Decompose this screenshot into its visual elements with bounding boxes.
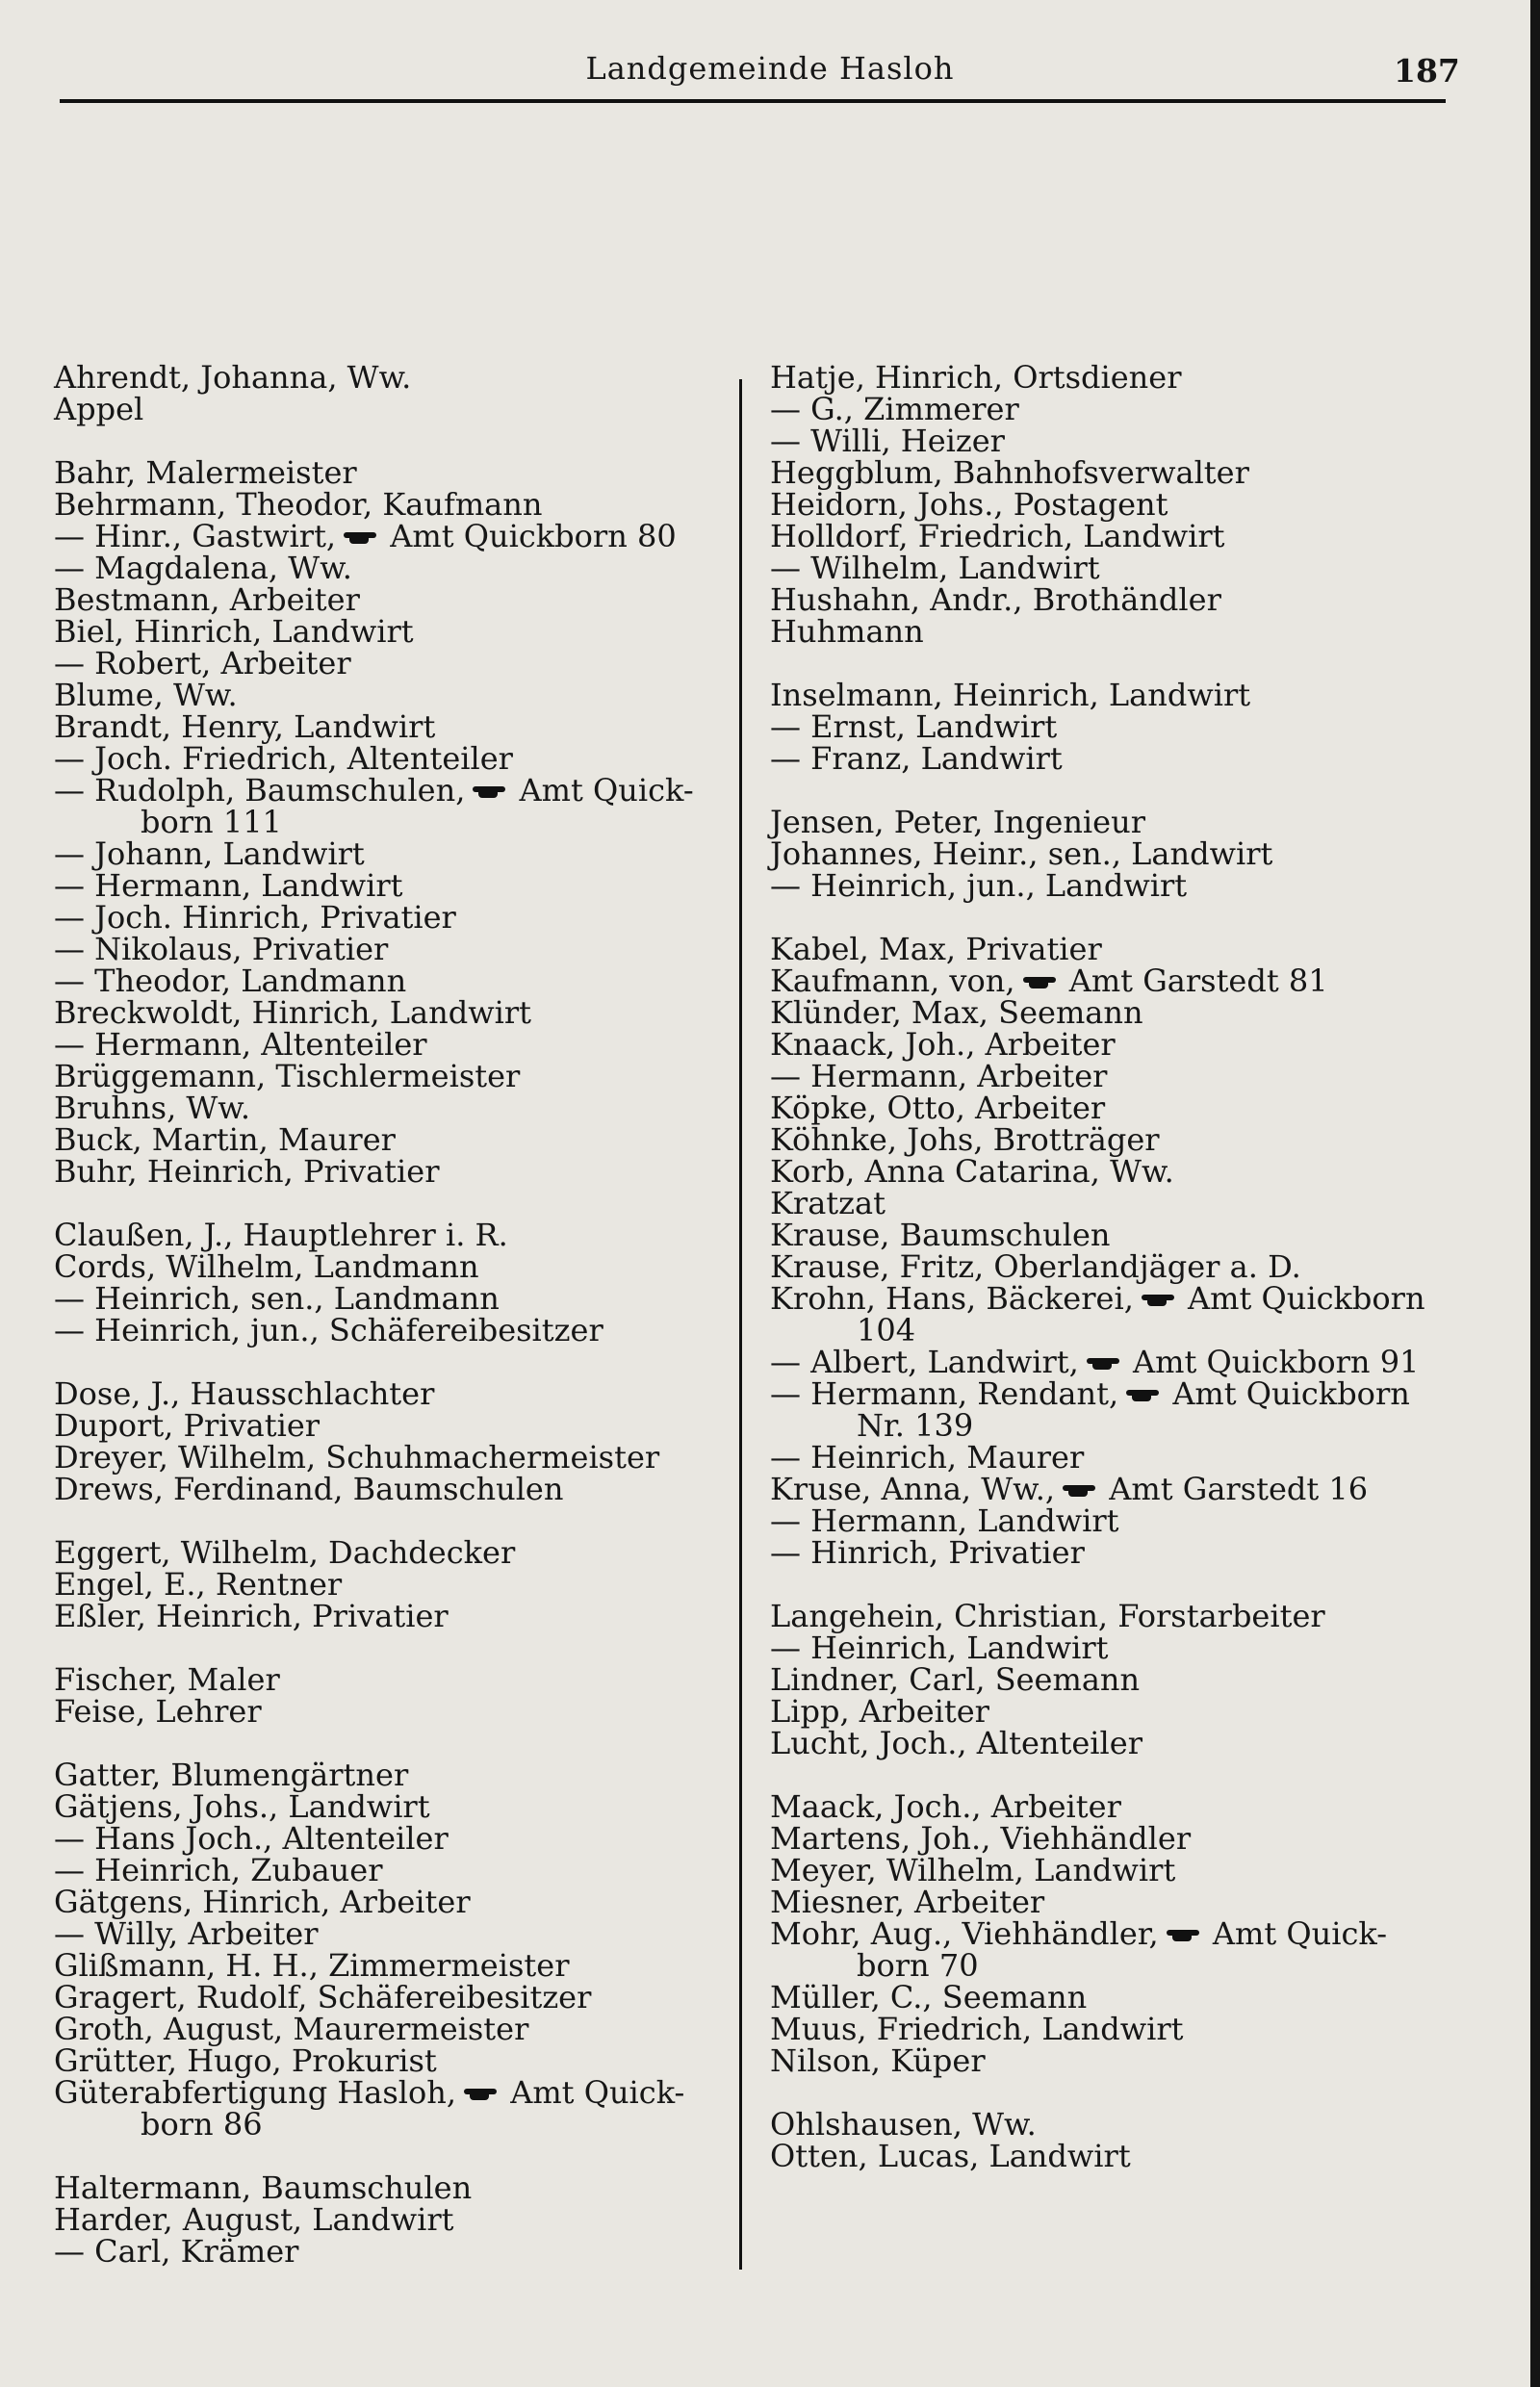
entry-text: Bestmann, Arbeiter bbox=[54, 581, 360, 618]
directory-entry bbox=[54, 1947, 728, 1984]
telephone-icon bbox=[473, 784, 505, 798]
entry-text: Korb, Anna Catarina, Ww. bbox=[770, 1153, 1174, 1190]
telephone-icon bbox=[1126, 1388, 1159, 1401]
directory-entry bbox=[770, 677, 1444, 713]
directory-entry bbox=[54, 1886, 728, 1918]
entry-text: — Heinrich, Maurer bbox=[770, 1439, 1085, 1476]
entry-text: Hushahn, Andr., Brothändler bbox=[770, 581, 1221, 618]
column-divider bbox=[739, 379, 742, 2270]
entry-continuation bbox=[54, 804, 728, 840]
directory-entry bbox=[54, 2011, 728, 2047]
directory-entry bbox=[54, 1979, 728, 2015]
entry-text: Claußen, J., Hauptlehrer i. R. bbox=[54, 1217, 508, 1253]
entry-text: — Heinrich, Landwirt bbox=[770, 1630, 1109, 1666]
directory-entry bbox=[770, 1058, 1444, 1094]
entry-text: — Hans Joch., Altenteiler bbox=[54, 1820, 449, 1857]
entry-text: — Hermann, Landwirt bbox=[54, 867, 403, 904]
entry-text: Ohlshausen, Ww. bbox=[770, 2106, 1037, 2143]
directory-entry bbox=[770, 867, 1444, 904]
directory-entry bbox=[54, 1280, 728, 1317]
section-gap bbox=[54, 1505, 728, 1537]
entry-text: — Hinr., Gastwirt, bbox=[54, 518, 337, 554]
directory-entry bbox=[54, 1915, 728, 1952]
directory-entry bbox=[770, 2011, 1444, 2047]
entry-text: Buhr, Heinrich, Privatier bbox=[54, 1153, 440, 1190]
directory-entry bbox=[54, 835, 728, 872]
entry-text: — G., Zimmerer bbox=[770, 391, 1019, 427]
entry-text: Knaack, Joh., Arbeiter bbox=[770, 1026, 1116, 1063]
directory-entry bbox=[54, 931, 728, 967]
entry-text: — Joch. Friedrich, Altenteiler bbox=[54, 740, 513, 777]
entry-text: Behrmann, Theodor, Kaufmann bbox=[54, 486, 543, 523]
telephone-exchange: Amt Quickborn bbox=[1163, 1375, 1410, 1412]
directory-entry bbox=[770, 740, 1444, 777]
entry-text: — Ernst, Landwirt bbox=[770, 708, 1058, 745]
entry-text: Groth, August, Maurermeister bbox=[54, 2011, 529, 2047]
entry-text: — Rudolph, Baumschulen, bbox=[54, 772, 466, 808]
entry-text: Grütter, Hugo, Prokurist bbox=[54, 2042, 437, 2079]
directory-entry bbox=[770, 1471, 1444, 1507]
directory-entry bbox=[770, 1886, 1444, 1918]
entry-text: Miesner, Arbeiter bbox=[770, 1884, 1045, 1920]
directory-entry bbox=[770, 1219, 1444, 1251]
entry-text: — Joch. Hinrich, Privatier bbox=[54, 899, 456, 936]
directory-entry bbox=[54, 1534, 728, 1571]
entry-text: Gatter, Blumengärtner bbox=[54, 1757, 409, 1793]
directory-entry bbox=[770, 486, 1444, 523]
directory-entry bbox=[770, 391, 1444, 427]
directory-entry bbox=[770, 1344, 1444, 1380]
directory-entry bbox=[54, 2042, 728, 2079]
section-gap bbox=[54, 1728, 728, 1759]
directory-entry bbox=[770, 1598, 1444, 1634]
entry-text: — Nikolaus, Privatier bbox=[54, 931, 389, 967]
entry-text: Langehein, Christian, Forstarbeiter bbox=[770, 1598, 1325, 1634]
directory-entry bbox=[54, 1566, 728, 1603]
entry-text: Appel bbox=[54, 391, 144, 427]
section-gap bbox=[54, 425, 728, 457]
directory-entry bbox=[54, 1471, 728, 1507]
entry-text: Inselmann, Heinrich, Landwirt bbox=[770, 677, 1251, 713]
telephone-exchange: Amt Quick- bbox=[500, 2074, 685, 2111]
entry-text: — Robert, Arbeiter bbox=[54, 645, 351, 681]
directory-entry bbox=[770, 708, 1444, 745]
entry-text: Brandt, Henry, Landwirt bbox=[54, 708, 436, 745]
directory-entry bbox=[54, 1153, 728, 1190]
directory-entry bbox=[770, 425, 1444, 457]
directory-entry bbox=[770, 1979, 1444, 2015]
section-gap bbox=[770, 1759, 1444, 1791]
directory-entry bbox=[54, 2201, 728, 2238]
entry-text: Lucht, Joch., Altenteiler bbox=[770, 1725, 1142, 1761]
entry-text: Nilson, Küper bbox=[770, 2042, 986, 2079]
telephone-exchange: Amt Quickborn 80 bbox=[380, 518, 677, 554]
directory-entry bbox=[770, 581, 1444, 618]
entry-text: — Hermann, Rendant, bbox=[770, 1375, 1119, 1412]
directory-entry bbox=[770, 1502, 1444, 1539]
entry-text: — Hermann, Altenteiler bbox=[54, 1026, 427, 1063]
entry-text: Mohr, Aug., Viehhändler, bbox=[770, 1915, 1159, 1952]
directory-entry bbox=[54, 552, 728, 584]
directory-entry bbox=[54, 708, 728, 745]
entry-text: Gragert, Rudolf, Schäfereibesitzer bbox=[54, 1979, 592, 2015]
entry-text: Glißmann, H. H., Zimmermeister bbox=[54, 1947, 570, 1984]
entry-text: Heidorn, Johs., Postagent bbox=[770, 486, 1168, 523]
entry-text: Eßler, Heinrich, Privatier bbox=[54, 1598, 449, 1634]
entry-text: Köpke, Otto, Arbeiter bbox=[770, 1090, 1106, 1126]
directory-entry bbox=[770, 1852, 1444, 1888]
telephone-icon bbox=[1167, 1928, 1199, 1941]
directory-entry bbox=[54, 2233, 728, 2270]
directory-entry bbox=[54, 867, 728, 904]
directory-entry bbox=[54, 2169, 728, 2206]
directory-entry bbox=[54, 1661, 728, 1698]
directory-entry bbox=[54, 581, 728, 618]
directory-entry bbox=[54, 772, 728, 808]
telephone-exchange: Amt Quick- bbox=[509, 772, 694, 808]
directory-entry bbox=[54, 1598, 728, 1634]
directory-entry bbox=[770, 552, 1444, 584]
entry-text: Maack, Joch., Arbeiter bbox=[770, 1788, 1121, 1825]
directory-entry bbox=[770, 835, 1444, 872]
directory-entry bbox=[54, 740, 728, 777]
header-rule bbox=[60, 99, 1446, 103]
directory-entry bbox=[770, 1915, 1444, 1952]
entry-text: — Heinrich, jun., Landwirt bbox=[770, 867, 1188, 904]
entry-text: 104 bbox=[857, 1312, 916, 1348]
entry-continuation bbox=[770, 1312, 1444, 1348]
directory-entry bbox=[54, 518, 728, 554]
telephone-exchange: Amt Quickborn bbox=[1177, 1280, 1425, 1317]
entry-text: — Wilhelm, Landwirt bbox=[770, 550, 1100, 586]
entry-text: Lipp, Arbeiter bbox=[770, 1693, 989, 1730]
section-gap bbox=[54, 1632, 728, 1664]
entry-text: Harder, August, Landwirt bbox=[54, 2201, 454, 2238]
directory-entry bbox=[54, 1058, 728, 1094]
directory-entry bbox=[54, 486, 728, 523]
directory-entry bbox=[54, 1407, 728, 1444]
entry-text: Klünder, Max, Seemann bbox=[770, 994, 1143, 1031]
directory-entry bbox=[770, 613, 1444, 650]
entry-continuation bbox=[770, 1947, 1444, 1984]
directory-entry bbox=[54, 1759, 728, 1791]
entry-text: Kabel, Max, Privatier bbox=[770, 931, 1102, 967]
entry-text: Kratzat bbox=[770, 1185, 886, 1221]
directory-entry bbox=[54, 962, 728, 999]
entry-text: Eggert, Wilhelm, Dachdecker bbox=[54, 1534, 516, 1571]
section-gap bbox=[770, 1569, 1444, 1601]
entry-text: Lindner, Carl, Seemann bbox=[770, 1661, 1141, 1698]
directory-entry bbox=[770, 1092, 1444, 1124]
directory-entry bbox=[770, 994, 1444, 1031]
left-column bbox=[54, 359, 728, 2270]
telephone-icon bbox=[1063, 1483, 1095, 1497]
entry-text: Dose, J., Hausschlachter bbox=[54, 1375, 435, 1412]
section-gap bbox=[54, 1188, 728, 1219]
entry-text: born 111 bbox=[141, 804, 282, 840]
directory-entry bbox=[770, 1788, 1444, 1825]
directory-entry bbox=[54, 1820, 728, 1857]
directory-entry bbox=[770, 1153, 1444, 1190]
directory-entry bbox=[770, 931, 1444, 967]
entry-text: Hatje, Hinrich, Ortsdiener bbox=[770, 359, 1182, 396]
section-gap bbox=[54, 1347, 728, 1378]
entry-text: Dreyer, Wilhelm, Schuhmachermeister bbox=[54, 1439, 660, 1476]
section-gap bbox=[770, 902, 1444, 934]
entry-text: Engel, E., Rentner bbox=[54, 1566, 343, 1603]
directory-entry bbox=[54, 1312, 728, 1348]
directory-entry bbox=[770, 1280, 1444, 1317]
entry-text: Blume, Ww. bbox=[54, 677, 238, 713]
entry-text: Ahrendt, Johanna, Ww. bbox=[54, 359, 412, 396]
directory-entry bbox=[770, 1375, 1444, 1412]
directory-entry bbox=[770, 1725, 1444, 1761]
entry-text: — Willy, Arbeiter bbox=[54, 1915, 319, 1952]
directory-entry bbox=[54, 391, 728, 427]
entry-continuation bbox=[54, 2106, 728, 2143]
entry-text: Otten, Lucas, Landwirt bbox=[770, 2138, 1131, 2174]
directory-entry bbox=[54, 1852, 728, 1888]
entry-text: Kaufmann, von, bbox=[770, 962, 1015, 999]
entry-text: Gätgens, Hinrich, Arbeiter bbox=[54, 1884, 471, 1920]
directory-entry bbox=[54, 1121, 728, 1158]
entry-text: Martens, Joh., Viehhändler bbox=[770, 1820, 1192, 1857]
directory-entry bbox=[770, 2138, 1444, 2174]
directory-entry bbox=[54, 454, 728, 491]
entry-text: — Willi, Heizer bbox=[770, 423, 1005, 459]
telephone-icon bbox=[464, 2087, 497, 2100]
directory-entry bbox=[54, 1375, 728, 1412]
entry-text: Fischer, Maler bbox=[54, 1661, 280, 1698]
entry-text: Breckwoldt, Hinrich, Landwirt bbox=[54, 994, 531, 1031]
entry-text: Gätjens, Johs., Landwirt bbox=[54, 1788, 430, 1825]
telephone-exchange: Amt Garstedt 16 bbox=[1099, 1471, 1369, 1507]
entry-text: Muus, Friedrich, Landwirt bbox=[770, 2011, 1184, 2047]
directory-entry bbox=[54, 1248, 728, 1285]
directory-entry bbox=[770, 1439, 1444, 1476]
entry-text: Bahr, Malermeister bbox=[54, 454, 357, 491]
directory-entry bbox=[770, 1121, 1444, 1158]
directory-entry bbox=[770, 2042, 1444, 2079]
entry-text: Cords, Wilhelm, Landmann bbox=[54, 1248, 479, 1285]
page-title: Landgemeinde Hasloh bbox=[585, 50, 955, 87]
directory-entry bbox=[770, 2106, 1444, 2143]
entry-text: Krause, Fritz, Oberlandjäger a. D. bbox=[770, 1248, 1301, 1285]
section-gap bbox=[770, 648, 1444, 680]
directory-entry bbox=[54, 2074, 728, 2111]
entry-text: — Albert, Landwirt, bbox=[770, 1344, 1079, 1380]
entry-text: — Heinrich, Zubauer bbox=[54, 1852, 383, 1888]
directory-entry bbox=[770, 454, 1444, 491]
entry-text: Feise, Lehrer bbox=[54, 1693, 262, 1730]
entry-text: — Hermann, Arbeiter bbox=[770, 1058, 1108, 1094]
entry-text: Heggblum, Bahnhofsverwalter bbox=[770, 454, 1249, 491]
entry-text: Buck, Martin, Maurer bbox=[54, 1121, 396, 1158]
telephone-icon bbox=[344, 530, 376, 544]
directory-entry bbox=[770, 1026, 1444, 1063]
entry-text: — Carl, Krämer bbox=[54, 2233, 299, 2270]
entry-text: Biel, Hinrich, Landwirt bbox=[54, 613, 414, 650]
directory-entry bbox=[54, 677, 728, 713]
directory-entry bbox=[770, 1820, 1444, 1857]
entry-text: Bruhns, Ww. bbox=[54, 1090, 251, 1126]
directory-entry bbox=[54, 1026, 728, 1063]
telephone-exchange: Amt Garstedt 81 bbox=[1059, 962, 1328, 999]
entry-continuation bbox=[770, 1407, 1444, 1444]
entry-text: — Hermann, Landwirt bbox=[770, 1502, 1119, 1539]
entry-text: — Hinrich, Privatier bbox=[770, 1534, 1085, 1571]
directory-entry bbox=[54, 1439, 728, 1476]
page-number: 187 bbox=[1394, 52, 1460, 90]
entry-text: Drews, Ferdinand, Baumschulen bbox=[54, 1471, 564, 1507]
entry-text: Haltermann, Baumschulen bbox=[54, 2169, 473, 2206]
directory-entry bbox=[770, 804, 1444, 840]
directory-entry bbox=[770, 1632, 1444, 1664]
entry-text: — Heinrich, sen., Landmann bbox=[54, 1280, 500, 1317]
entry-text: Brüggemann, Tischlermeister bbox=[54, 1058, 521, 1094]
directory-entry bbox=[54, 1219, 728, 1251]
directory-entry bbox=[770, 1185, 1444, 1221]
entry-text: Holldorf, Friedrich, Landwirt bbox=[770, 518, 1225, 554]
section-gap bbox=[54, 2141, 728, 2172]
directory-entry bbox=[54, 899, 728, 936]
entry-text: Krause, Baumschulen bbox=[770, 1217, 1111, 1253]
entry-text: Jensen, Peter, Ingenieur bbox=[770, 804, 1145, 840]
entry-text: Huhmann bbox=[770, 613, 924, 650]
telephone-icon bbox=[1087, 1356, 1119, 1370]
directory-entry bbox=[54, 1693, 728, 1730]
directory-entry bbox=[770, 1661, 1444, 1698]
section-gap bbox=[770, 2077, 1444, 2109]
directory-entry bbox=[54, 359, 728, 396]
telephone-exchange: Amt Quick- bbox=[1202, 1915, 1388, 1952]
telephone-exchange: Amt Quickborn 91 bbox=[1122, 1344, 1420, 1380]
directory-entry bbox=[54, 994, 728, 1031]
entry-text: — Heinrich, jun., Schäfereibesitzer bbox=[54, 1312, 603, 1348]
entry-text: Müller, C., Seemann bbox=[770, 1979, 1088, 2015]
directory-entry bbox=[770, 359, 1444, 396]
entry-text: Krohn, Hans, Bäckerei, bbox=[770, 1280, 1134, 1317]
directory-entry bbox=[54, 645, 728, 681]
entry-text: Duport, Privatier bbox=[54, 1407, 321, 1444]
entry-text: Nr. 139 bbox=[857, 1407, 974, 1444]
page-edge-shadow bbox=[1530, 0, 1540, 2387]
entry-text: Meyer, Wilhelm, Landwirt bbox=[770, 1852, 1176, 1888]
entry-text: — Johann, Landwirt bbox=[54, 835, 365, 872]
telephone-icon bbox=[1023, 975, 1056, 988]
entry-text: — Theodor, Landmann bbox=[54, 962, 407, 999]
entry-text: Kruse, Anna, Ww., bbox=[770, 1471, 1056, 1507]
directory-entry bbox=[770, 1248, 1444, 1285]
entry-text: Johannes, Heinr., sen., Landwirt bbox=[770, 835, 1273, 872]
directory-entry bbox=[770, 1693, 1444, 1730]
right-column bbox=[770, 359, 1444, 2174]
directory-entry bbox=[54, 1092, 728, 1124]
directory-entry bbox=[770, 962, 1444, 999]
directory-entry bbox=[770, 518, 1444, 554]
entry-text: Güterabfertigung Hasloh, bbox=[54, 2074, 457, 2111]
directory-entry bbox=[54, 613, 728, 650]
entry-text: born 86 bbox=[141, 2106, 263, 2143]
telephone-icon bbox=[1142, 1293, 1174, 1306]
directory-entry bbox=[770, 1534, 1444, 1571]
section-gap bbox=[770, 775, 1444, 807]
entry-text: Köhnke, Johs, Brotträger bbox=[770, 1121, 1160, 1158]
entry-text: — Franz, Landwirt bbox=[770, 740, 1063, 777]
directory-entry bbox=[54, 1788, 728, 1825]
entry-text: — Magdalena, Ww. bbox=[54, 550, 352, 586]
entry-text: born 70 bbox=[857, 1947, 979, 1984]
